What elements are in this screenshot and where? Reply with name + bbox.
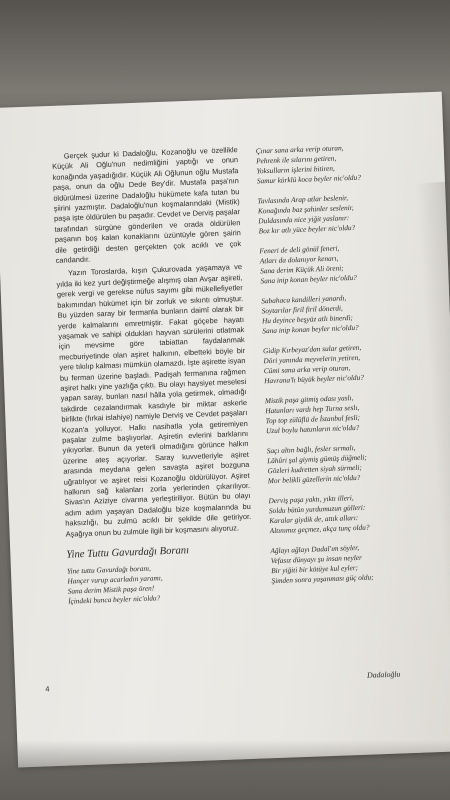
stanza-1 xyxy=(256,141,417,187)
stanza-line: Saçı altın bağlı, fesler sırmalı, xyxy=(266,442,356,456)
stanza-line: Duldasında nice yiğit yaslanır: xyxy=(258,213,350,226)
stanza-line: Karalar giydik de, attık alları: xyxy=(269,512,359,526)
stanza-line: Pehrenk ile sılarını getiren, xyxy=(255,153,337,166)
poem-line: Hançer vurup acarladın yaramı, xyxy=(67,573,163,586)
paragraph-1: Gerçek şudur ki Dadaloğlu, Kozanoğlu ve özellikle Küçük Ali Oğlu'nun nedimliğini yaptığı ve onun konağında yaşadığıdır. Küçük Ali Oğlunun oğlu Mustafa paşa, onun da oğlu Dede Bey'dir. Mustafa paşa'nın öldürülmesi üzerine Dadaloğlu hükümete kafa tutan bu şiirini yazmıştır. Dadaloğlu'nun koşmalarındaki (Mistik) paşa işte öldürülen bu paşadır. Cevdet ve Derviş paşalar tarafından sürgüne gönderilen ve orada öldürülen paşanın boş kalan konaklarını üzüntüyle gören şairin dile getirdiği desten gerçekten çok acıklı ve çok candandır. xyxy=(52,145,242,265)
stanza-line: Top top zülüflü de İstanbul fesli; xyxy=(265,412,361,426)
stanza-line: Bir yiğiti bir kötüye kul eyler; xyxy=(270,562,359,576)
poem-title: Yine Tuttu Gavurdağı Boranı xyxy=(66,545,190,561)
stanza-line: Hu deyince beşyüz atlı binerdi; xyxy=(261,312,354,326)
poem-line: Sana derim Mistik paşa ören! xyxy=(67,583,155,596)
stanza-2 xyxy=(257,191,418,237)
stanza-line: Vefasız dünyayı şu insan neyler xyxy=(270,552,363,566)
stanza-line: Uzul boylu hatunların nic'oldu? xyxy=(265,422,360,436)
stanza-line: Lâhûri şal giymiş gümüş düğmeli; xyxy=(266,452,367,466)
poem-verse xyxy=(67,560,254,607)
paragraph-2: Yazın Toroslarda, kışın Çukurovada yaşamaya ve yılda iki kez yurt değiştirmeğe alışmış olan Avşar aşireti, gerek vergi ve gerekse nüfus sayımı gibi mükellefiyetler bakımından hükümet için bir zorluk ve sıkıntı olmuştur. Bu yüzden saray bir fermanla bunların daimî olarak bir yerde kalmalarını emretmiştir. Fakat göçebe hayatı yaşamak ve sahipi oldukları hayvan sürülerini otlatmak için mevsime göre tabiattan faydalanmak mecburiyetinde olan aşiret halkının, elbetteki böyle bir yere tıkılıp kalması mümkün olamazdı. İşte aşirette isyan bu ferman üzerine başladı. Padişah fermanına rağmen aşiret halkı yine yazlığa çıktı. Bu olayı haysiyet meselesi yapan saray, bunları nasıl hâlla yola getirmek, olmadığı takdirde cezalandırmak kasdıyle bir miktar askerle birlikte (fırkai islahiye) namiyle Derviş ve Cevdet paşaları Kozan'a yolluyor. Halkı nasihatla yola getiremiyen paşalar zulme başlıyorlar. Aşiretin evlerini barklarını yıkıyorlar. Bunun da yeterli olmadığını görünce halkın üzerine ateş açıyorlar. Saray kuvvetleriyle aşiret arasında meydana gelen savaşta aşiret bozguna uğratılıyor ve aşiret reisi Kozanoğlu öldürülüyor. Aşiret halkının sağ kalanları zorla yerlerinden çıkarılıyor. Sivas'ın Aziziye civarına yerleştiriliyor. Bütün bu olayı adım adım yaşayan Dadaloğlu bize koşmalarında bu haksızlığı, bu zulmü acıklı bir şekilde dile getiriyor. Aşağıya onun bu zulmüle ilgili bir koşmasını alıyoruz. xyxy=(56,262,252,539)
poem-line: İçindeki bunca beyler nic'oldu? xyxy=(67,593,161,606)
book-page xyxy=(0,92,450,768)
stanza-line: Altınımız geçmez, akça tunç oldu? xyxy=(269,522,370,536)
stanza-line: Hatunları vardı hep Turna seslı, xyxy=(265,402,360,416)
stanza-6 xyxy=(265,390,426,436)
stanza-8 xyxy=(268,490,429,536)
left-column xyxy=(52,145,255,609)
stanza-line: Atları da dolanıyor kenarı, xyxy=(259,253,339,266)
stanza-line: Gidip Kırbeyaz'dan sular getiren, xyxy=(262,342,362,356)
stanza-line: Sana inip konan beyler nic'oldu? xyxy=(262,322,359,336)
stanza-line: Feneri de deli gönül feneri, xyxy=(259,243,340,256)
stanza-line: Havrana'lı büyük beyler nic'oldu? xyxy=(264,372,365,386)
stanza-5 xyxy=(263,340,424,386)
bottom-shadow xyxy=(0,740,450,800)
stanza-line: Boz kır atlı yüce beyler nic'oldu? xyxy=(258,222,356,236)
stanza-line: Samur kürklü koca beyler nic'oldu? xyxy=(256,172,362,186)
stanza-line: Soldu bütün yurdumuzun gülleri: xyxy=(268,502,366,516)
stanza-line: Sabahaca kandilleri yanardı, xyxy=(261,293,347,306)
stanza-line: Tavlasında Arap atlar beslenir, xyxy=(257,193,349,206)
stanza-9 xyxy=(270,540,431,586)
page-number: 4 xyxy=(45,684,50,694)
stanza-line: Gözleri kudretten siyah sürmeli; xyxy=(267,462,362,476)
author-signature: Dadaloğlu xyxy=(366,669,401,680)
stanza-line: Ağlayı ağlayı Dadal'ım söyler, xyxy=(270,542,360,556)
stanza-line: Mistik paşa gitmiş odası yaslı, xyxy=(264,393,354,406)
stanza-3 xyxy=(259,241,420,287)
stanza-line: Soytarılar firil firil dönerdi, xyxy=(261,303,343,316)
right-column xyxy=(256,141,432,597)
poem-line: Yine tuttu Gavurdağı boranı, xyxy=(66,563,152,576)
stanza-line: Şimden sonra yaşanması güç oldu; xyxy=(271,572,374,586)
stanza-line: Çınar sana arka verip oturan, xyxy=(255,143,344,156)
stanza-line: Derviş paşa yaktı, yıktı illeri, xyxy=(268,493,354,506)
stanza-line: Sana derim Küçük Ali öreni; xyxy=(259,263,344,276)
stanza-line: Cümi sana arka verip oturan, xyxy=(263,363,351,376)
stanza-4 xyxy=(261,290,422,336)
stanza-7 xyxy=(267,440,428,486)
stanza-line: Konağında baz şahinler seslenir, xyxy=(257,202,354,216)
stanza-line: Döri yanında meyvelerin yetiren, xyxy=(263,352,361,366)
stanza-line: Mor belikli güzellerin nic'oldu? xyxy=(267,472,361,486)
stanza-line: Yoksulların işlerini bitiren, xyxy=(256,163,335,176)
stanza-line: Sana inip konan beyler nic'oldu? xyxy=(260,272,358,286)
